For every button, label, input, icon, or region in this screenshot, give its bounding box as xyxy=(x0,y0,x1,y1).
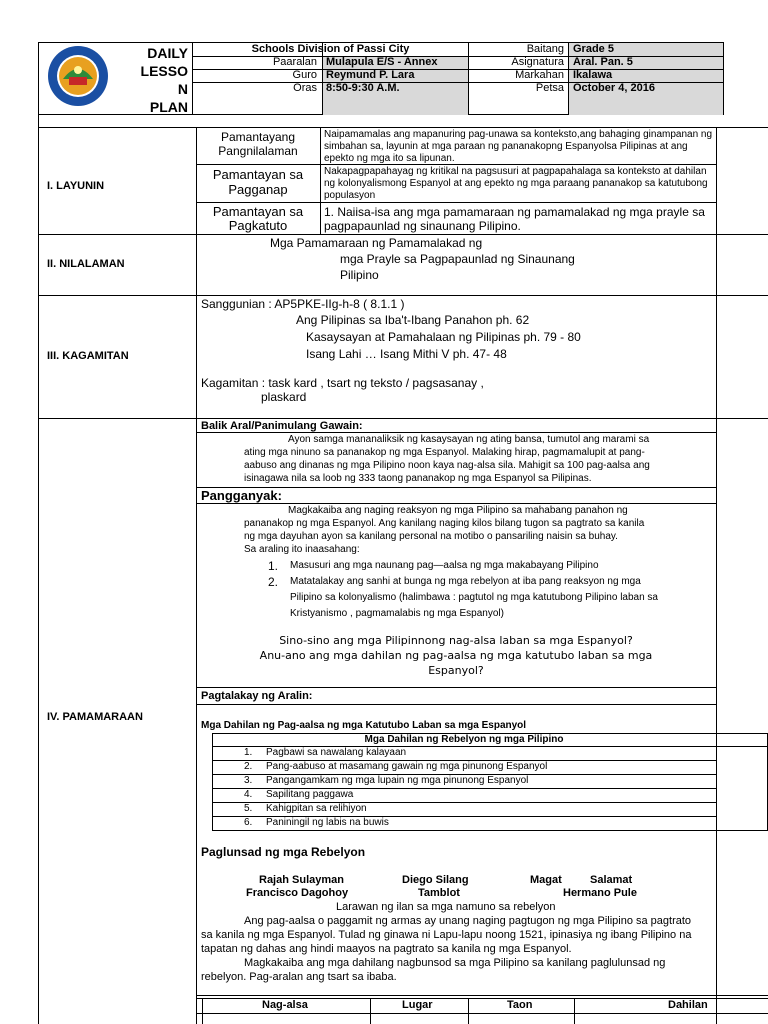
markahan-value: Ikalawa xyxy=(573,69,613,81)
paragraph-line-3: tapatan ng dahas ang hindi maayos na pagtrato sa kanila ng mga Espanyol. xyxy=(201,943,572,955)
balik-line-1: Ayon samga mananaliksik ng kasaysayan ng ating bansa, tumutol ang marami sa xyxy=(288,434,650,445)
paragraph-line-1: Ang pag-aalsa o paggamit ng armas ay unang naging pagtugon ng mga Pilipino sa pagtrato xyxy=(244,915,692,927)
layunin-section-label: I. LAYUNIN xyxy=(47,180,105,192)
pamantayan-pagkatuto-label: Pamantayan sa Pagkatuto xyxy=(212,204,304,233)
paragraph-line-5: rebelyon. Pag-aralan ang tsart sa ibaba. xyxy=(201,971,397,983)
pamantayan-pagkatuto-text: 1. Naiisa-isa ang mga pamamaraan ng pamamalakad ng mga prayle sa pagpapaunlad ng sinaunang Pilipino. xyxy=(324,205,705,233)
pangganyak-line-1: Magkakaiba ang naging reaksyon ng mga Pilipino sa mahabang panahon ng xyxy=(288,505,628,516)
pamantayang-pangnilalaman-text: Naipamamalas ang mapanuring pag-unawa sa konteksto,ang bahaging ginampanan ng simbahan sa, layunin at mga paraan ng pananakopng Espanyolsa Pilipinas at ang epekto ng mga ito sa lipunan. xyxy=(324,129,713,164)
leader-salamat: Salamat xyxy=(590,874,633,886)
sanggunian-ref-2: Kasaysayan at Pamahalaan ng Pilipinas ph. 79 - 80 xyxy=(306,330,581,344)
larawan-caption: Larawan ng ilan sa mga namuno sa rebelyon xyxy=(336,901,556,913)
reason-1-text: Pagbawi sa nawalang kalayaan xyxy=(266,747,407,758)
paragraph-line-2: sa kanila ng mga Espanyol. Tulad ng ginawa ni Lapu-lapu noong 1521, ipinasiya ng ibang Pilipino na xyxy=(201,929,692,941)
paglunsad-title: Paglunsad ng mga Rebelyon xyxy=(201,845,366,859)
dahilan-title: Mga Dahilan ng Pag-aalsa ng mga Katutubo Laban sa mga Espanyol xyxy=(201,720,527,731)
kagamitan-line-2: plaskard xyxy=(261,390,307,404)
balik-line-4: isinagawa nila sa loob ng 333 taong pananakop ng mga Espanyol sa Pilipinas. xyxy=(244,473,592,484)
balik-aral-title: Balik Aral/Panimulang Gawain: xyxy=(201,420,363,432)
school-division: Schools Division of Passi City xyxy=(251,43,410,55)
reason-6-text: Paniningil ng labis na buwis xyxy=(266,817,389,828)
pamantayang-pangnilalaman-label: Pamantayang Pangnilalaman xyxy=(218,130,298,158)
asignatura-value: Aral. Pan. 5 xyxy=(573,56,633,68)
baitang-value: Grade 5 xyxy=(573,43,614,55)
paragraph-line-4: Magkakaiba ang mga dahilang nagbunsod sa mga Pilipino sa kanilang paglulunsad ng xyxy=(244,957,666,969)
objective-2-line-1: Matatalakay ang sanhi at bunga ng mga rebelyon at iba pang reaksyon ng mga xyxy=(290,576,641,587)
objective-2-line-3: Kristyanismo , pagmamalabis ng mga Espanyol) xyxy=(290,608,504,619)
bottom-header-nag-alsa: Nag-alsa xyxy=(262,999,308,1011)
reason-2-num: 2. xyxy=(244,761,253,772)
paaralan-label: Paaralan xyxy=(272,56,317,68)
reason-6-num: 6. xyxy=(244,817,253,828)
reason-3-num: 3. xyxy=(244,775,253,786)
pamantayan-pagganap-text: Nakapagpapahayag ng kritikal na pagsusuri at pagpapahalaga sa konteksto at dahilan ng kolonyalismong Espanyol at ang epekto ng mga paraang pananakop sa katutubong populasyon xyxy=(324,166,708,201)
objective-2-line-2: Pilipino sa kolonyalismo (halimbawa : pagtutol ng mga katutubong Pilipino laban sa xyxy=(290,592,658,603)
objective-1-num: 1. xyxy=(268,559,279,573)
sanggunian-line: Sanggunian : AP5PKE-IIg-h-8 ( 8.1.1 ) xyxy=(201,297,405,311)
kagamitan-line-1: Kagamitan : task kard , tsart ng teksto / pagsasanay , xyxy=(201,376,484,390)
asignatura-label: Asignatura xyxy=(511,56,564,68)
balik-line-3: aabuso ang dinanas ng mga Pilipino noon kaya nag-alsa sila. Mahigit sa 100 pag-aalsa ang xyxy=(244,460,650,471)
reason-2-text: Pang-aabuso at masamang gawain ng mga pinunong Espanyol xyxy=(266,761,548,772)
pangganyak-line-3: ng mga dayuhan ayon sa kanilang personal na motibo o pansariling naisin sa buhay. xyxy=(244,531,618,542)
baitang-label: Baitang xyxy=(526,43,564,55)
objective-1-text: Masusuri ang mga naunang pag—aalsa ng mga makabayang Pilipino xyxy=(290,560,599,571)
pangganyak-title: Pangganyak: xyxy=(201,488,282,503)
petsa-label: Petsa xyxy=(535,82,564,94)
pamamaraan-section-label: IV. PAMAMARAAN xyxy=(47,711,143,723)
leader-diego-silang: Diego Silang xyxy=(402,874,469,886)
sanggunian-ref-1: Ang Pilipinas sa Iba't-Ibang Panahon ph. 62 xyxy=(296,313,530,327)
bottom-header-taon: Taon xyxy=(507,999,533,1011)
reason-4-text: Sapilitang paggawa xyxy=(266,789,354,800)
question-1: Sino-sino ang mga Pilipinnong nag-alsa laban sa mga Espanyol? xyxy=(279,634,633,647)
petsa-value: October 4, 2016 xyxy=(573,82,655,94)
oras-value: 8:50-9:30 A.M. xyxy=(326,82,400,94)
reason-4-num: 4. xyxy=(244,789,253,800)
leader-rajah-sulayman: Rajah Sulayman xyxy=(259,874,344,886)
deped-logo xyxy=(47,45,109,107)
guro-value: Reymund P. Lara xyxy=(326,69,415,81)
balik-line-2: ating mga ninuno sa pananakop ng mga Espanyol. Malaking hirap, pagmamalupit at pang- xyxy=(244,447,645,458)
oras-label: Oras xyxy=(293,82,317,94)
markahan-label: Markahan xyxy=(515,69,564,81)
leader-francisco-dagohoy: Francisco Dagohoy xyxy=(246,887,349,899)
daily-lesson-plan-title: DAILY LESSO N PLAN xyxy=(140,45,188,115)
reason-5-text: Kahigpitan sa relihiyon xyxy=(266,803,367,814)
question-3: Espanyol? xyxy=(428,664,484,677)
reason-5-num: 5. xyxy=(244,803,253,814)
pamantayan-pagganap-label: Pamantayan sa Pagganap xyxy=(212,167,304,197)
nilalaman-line-3: Pilipino xyxy=(340,268,379,282)
pangganyak-line-4: Sa araling ito inaasahang: xyxy=(244,544,360,555)
nilalaman-line-1: Mga Pamamaraan ng Pamamalakad ng xyxy=(270,236,483,250)
objective-2-num: 2. xyxy=(268,575,279,589)
leader-magat: Magat xyxy=(530,874,562,886)
bottom-header-dahilan: Dahilan xyxy=(668,999,708,1011)
bottom-header-lugar: Lugar xyxy=(402,999,433,1011)
reason-1-num: 1. xyxy=(244,747,253,758)
paaralan-value: Mulapula E/S - Annex xyxy=(326,56,438,68)
kagamitan-section-label: III. KAGAMITAN xyxy=(47,350,129,362)
nilalaman-line-2: mga Prayle sa Pagpapaunlad ng Sinaunang xyxy=(340,252,575,266)
question-2: Anu-ano ang mga dahilan ng pag-aalsa ng mga katutubo laban sa mga xyxy=(259,649,653,662)
reasons-table-header: Mga Dahilan ng Rebelyon ng mga Pilipino xyxy=(364,734,564,745)
sanggunian-ref-3: Isang Lahi … Isang Mithi V ph. 47- 48 xyxy=(306,347,507,361)
nilalaman-section-label: II. NILALAMAN xyxy=(47,258,125,270)
leader-hermano-pule: Hermano Pule xyxy=(563,887,637,899)
pangganyak-line-2: pananakop ng mga Espanyol. Ang kanilang naging kilos bilang tugon sa pagtrato sa kanila xyxy=(244,518,645,529)
pagtalakay-title: Pagtalakay ng Aralin: xyxy=(201,690,313,702)
reason-3-text: Pangangamkam ng mga lupain ng mga pinunong Espanyol xyxy=(266,775,529,786)
guro-label: Guro xyxy=(292,69,317,81)
leader-tamblot: Tamblot xyxy=(418,887,460,899)
